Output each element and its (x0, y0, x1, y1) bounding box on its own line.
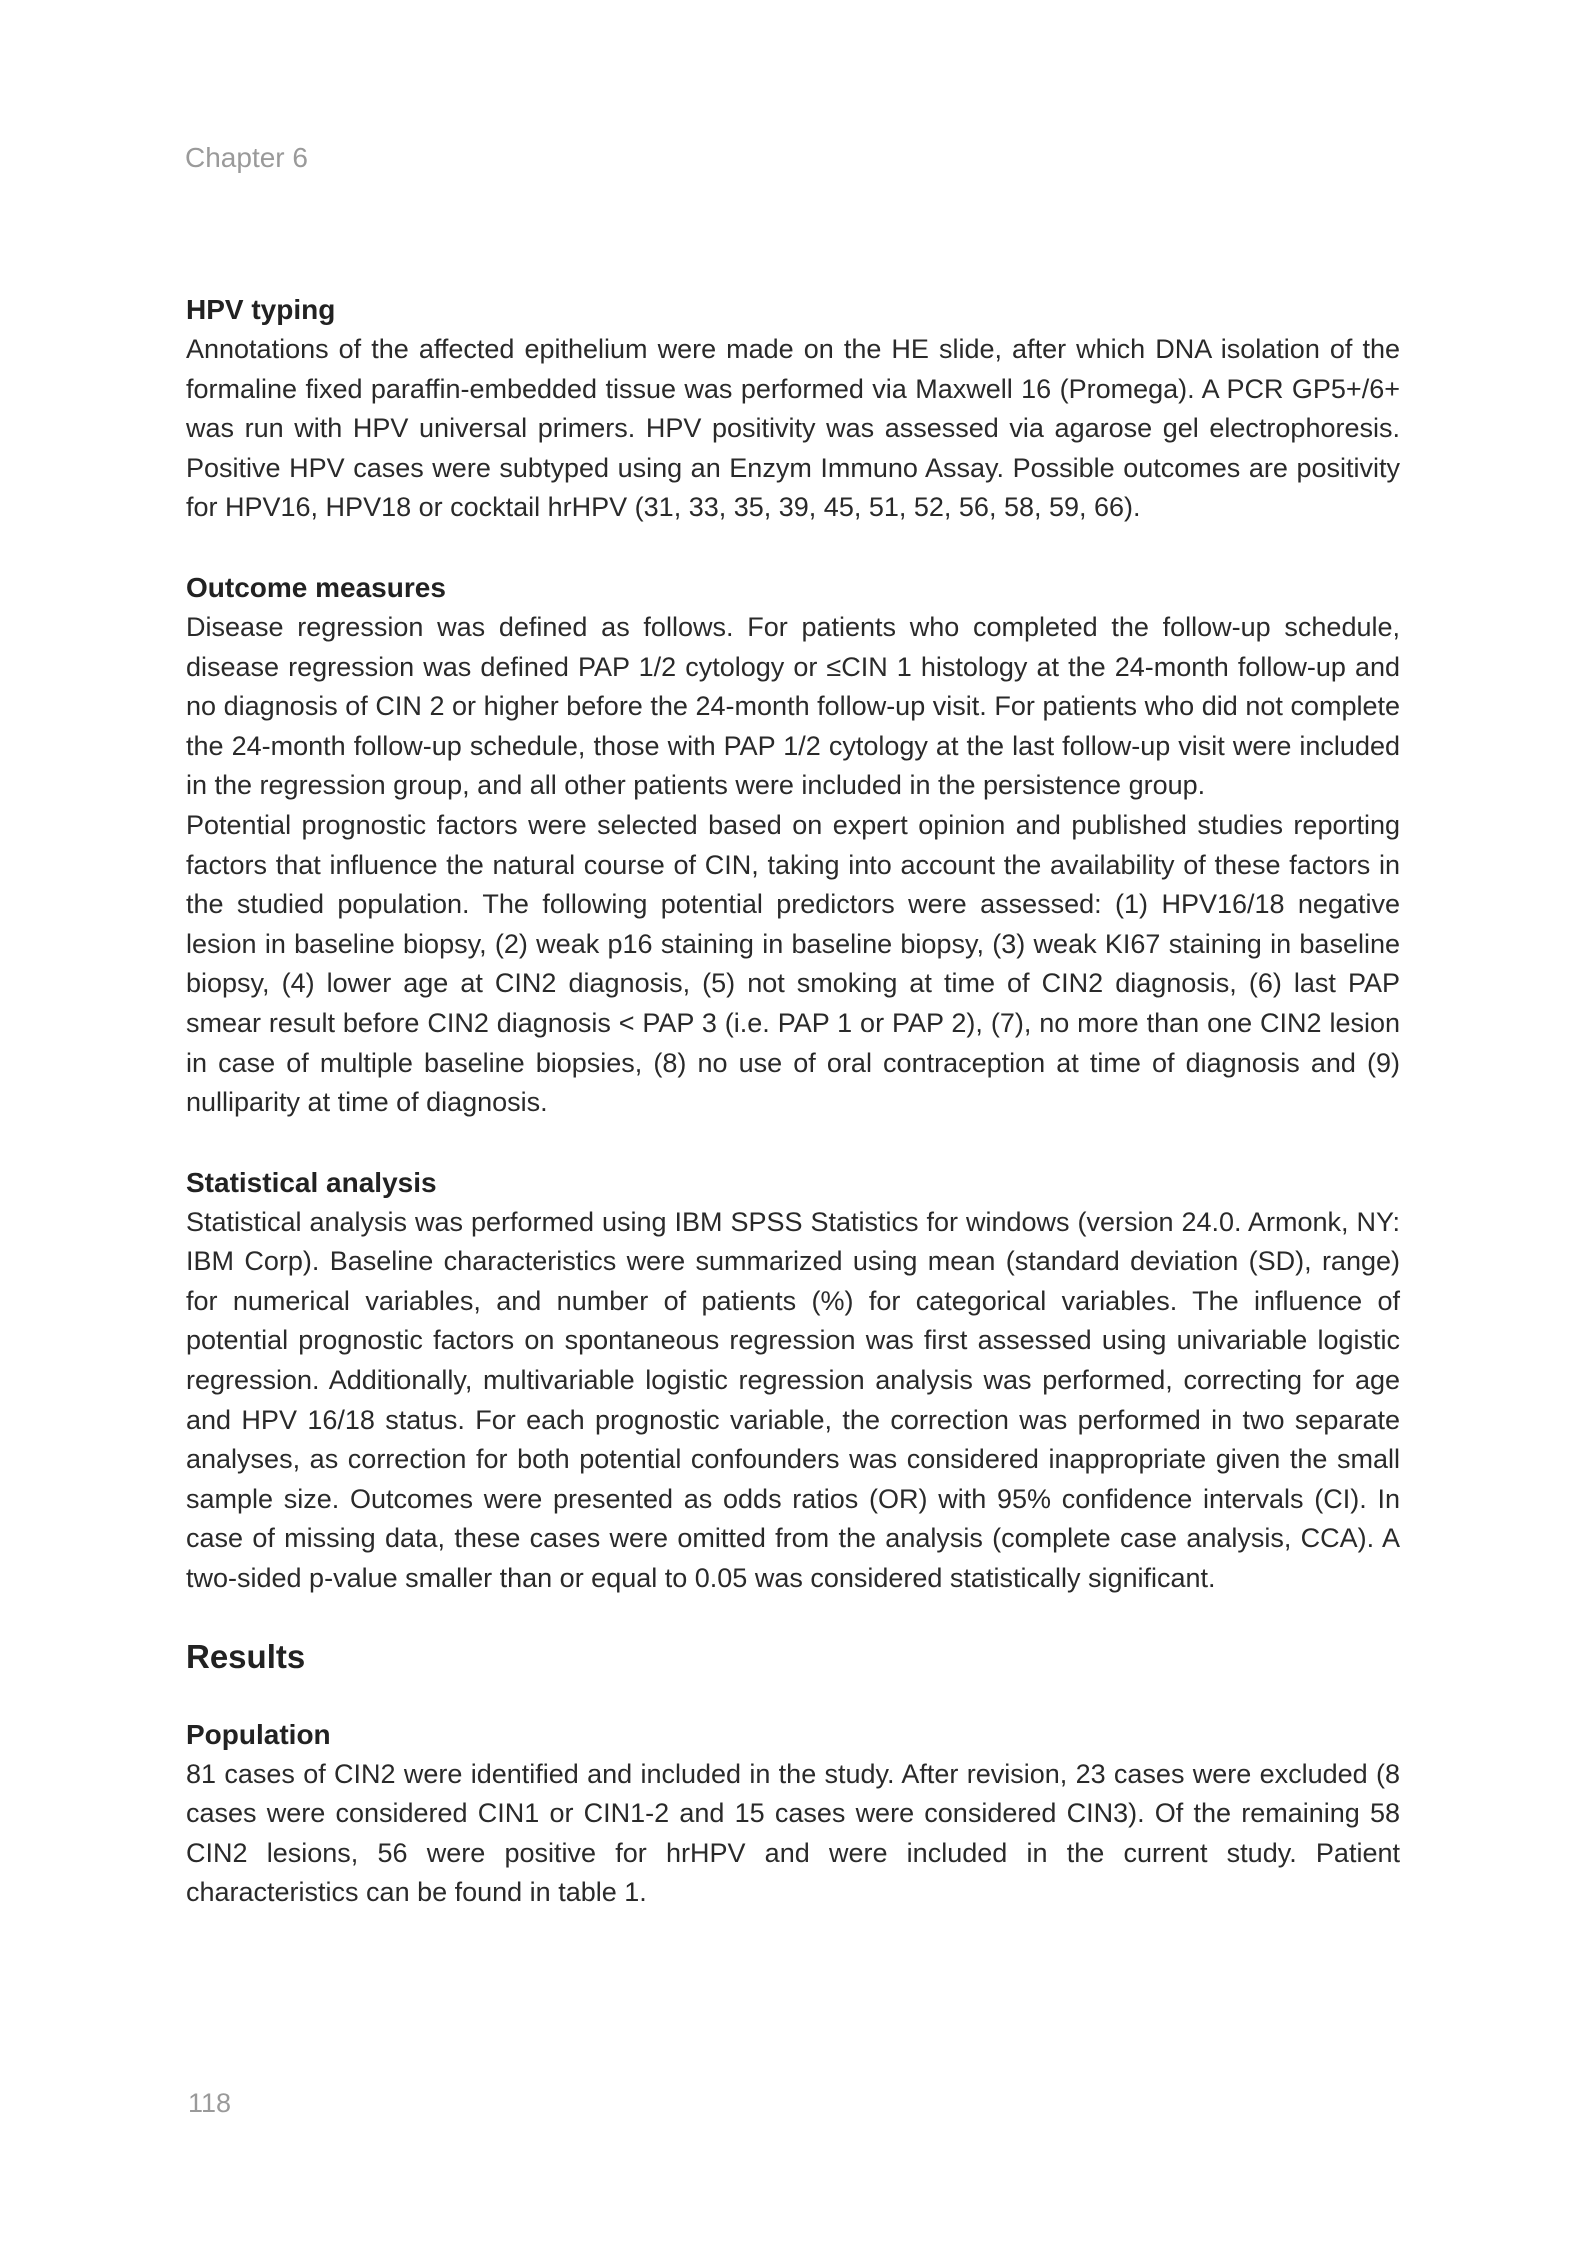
paragraph-statistical-analysis: Statistical analysis was performed using IBM SPSS Statistics for windows (version 24.0. Armonk, NY: IBM Corp). Baseline characteristics were summarized using mean (standard deviation (SD), range) for numerical variables, and number of patients (%) for categorical variables. The influence of potential prognostic factors on spontaneous regression was first assessed using univariable logistic regression. Additionally, multivariable logistic regression analysis was performed, correcting for age and HPV 16/18 status. For each prognostic variable, the correction was performed in two separate analyses, as correction for both potential confounders was considered inappropriate given the small sample size. Outcomes were presented as odds ratios (OR) with 95% confidence intervals (CI). In case of missing data, these cases were omitted from the analysis (complete case analysis, CCA). A two-sided p-value smaller than or equal to 0.05 was considered statistically significant. (186, 1206, 1400, 1594)
heading-hpv-typing: HPV typing (186, 294, 336, 325)
paragraph-outcome-prognostic: Potential prognostic factors were selected based on expert opinion and published studies reporting factors that influence the natural course of CIN, taking into account the availability of these factors in the studied population. The following potential predictors were assessed: (1) HPV16/18 negative lesion in baseline biopsy, (2) weak p16 staining in baseline biopsy, (3) weak KI67 staining in baseline biopsy, (4) lower age at CIN2 diagnosis, (5) not smoking at time of CIN2 diagnosis, (6) last PAP smear result before CIN2 diagnosis < PAP 3 (i.e. PAP 1 or PAP 2), (7), no more than one CIN2 lesion in case of multiple baseline biopsies, (8) no use of oral contraception at time of diagnosis and (9) nulliparity at time of diagnosis. (186, 809, 1400, 1118)
heading-results: Results (186, 1637, 306, 1675)
paragraph-outcome-regression: Disease regression was defined as follows. For patients who completed the follow-up schedule, disease regression was defined PAP 1/2 cytology or ≤CIN 1 histology at the 24-month follow-up and no diagnosis of CIN 2 or higher before the 24-month follow-up visit. For patients who did not complete the 24-month follow-up schedule, those with PAP 1/2 cytology at the last follow-up visit were included in the regression group, and all other patients were included in the persistence group. (186, 611, 1400, 801)
page-number: 118 (188, 2088, 232, 2118)
heading-statistical-analysis: Statistical analysis (186, 1166, 437, 1198)
heading-outcome-measures: Outcome measures (186, 571, 446, 603)
paragraph-population: 81 cases of CIN2 were identified and included in the study. After revision, 23 cases were excluded (8 cases were considered CIN1 or CIN1-2 and 15 cases were considered CIN3). Of the remaining 58 CIN2 lesions, 56 were positive for hrHPV and were included in the current study. Patient characteristics can be found in table 1. (186, 1758, 1400, 1908)
running-head: Chapter 6 (185, 142, 308, 173)
page-body (186, 290, 1400, 1913)
heading-population: Population (186, 1718, 331, 1750)
paragraph-hpv-typing: Annotations of the affected epithelium were made on the HE slide, after which DNA isolation of the formaline fixed paraffin-embedded tissue was performed via Maxwell 16 (Promega). A PCR GP5+/6+ was run with HPV universal primers. HPV positivity was assessed via agarose gel electrophoresis. Positive HPV cases were subtyped using an Enzym Immuno Assay. Possible outcomes are positivity for HPV16, HPV18 or cocktail hrHPV (31, 33, 35, 39, 45, 51, 52, 56, 58, 59, 66). (186, 334, 1400, 523)
